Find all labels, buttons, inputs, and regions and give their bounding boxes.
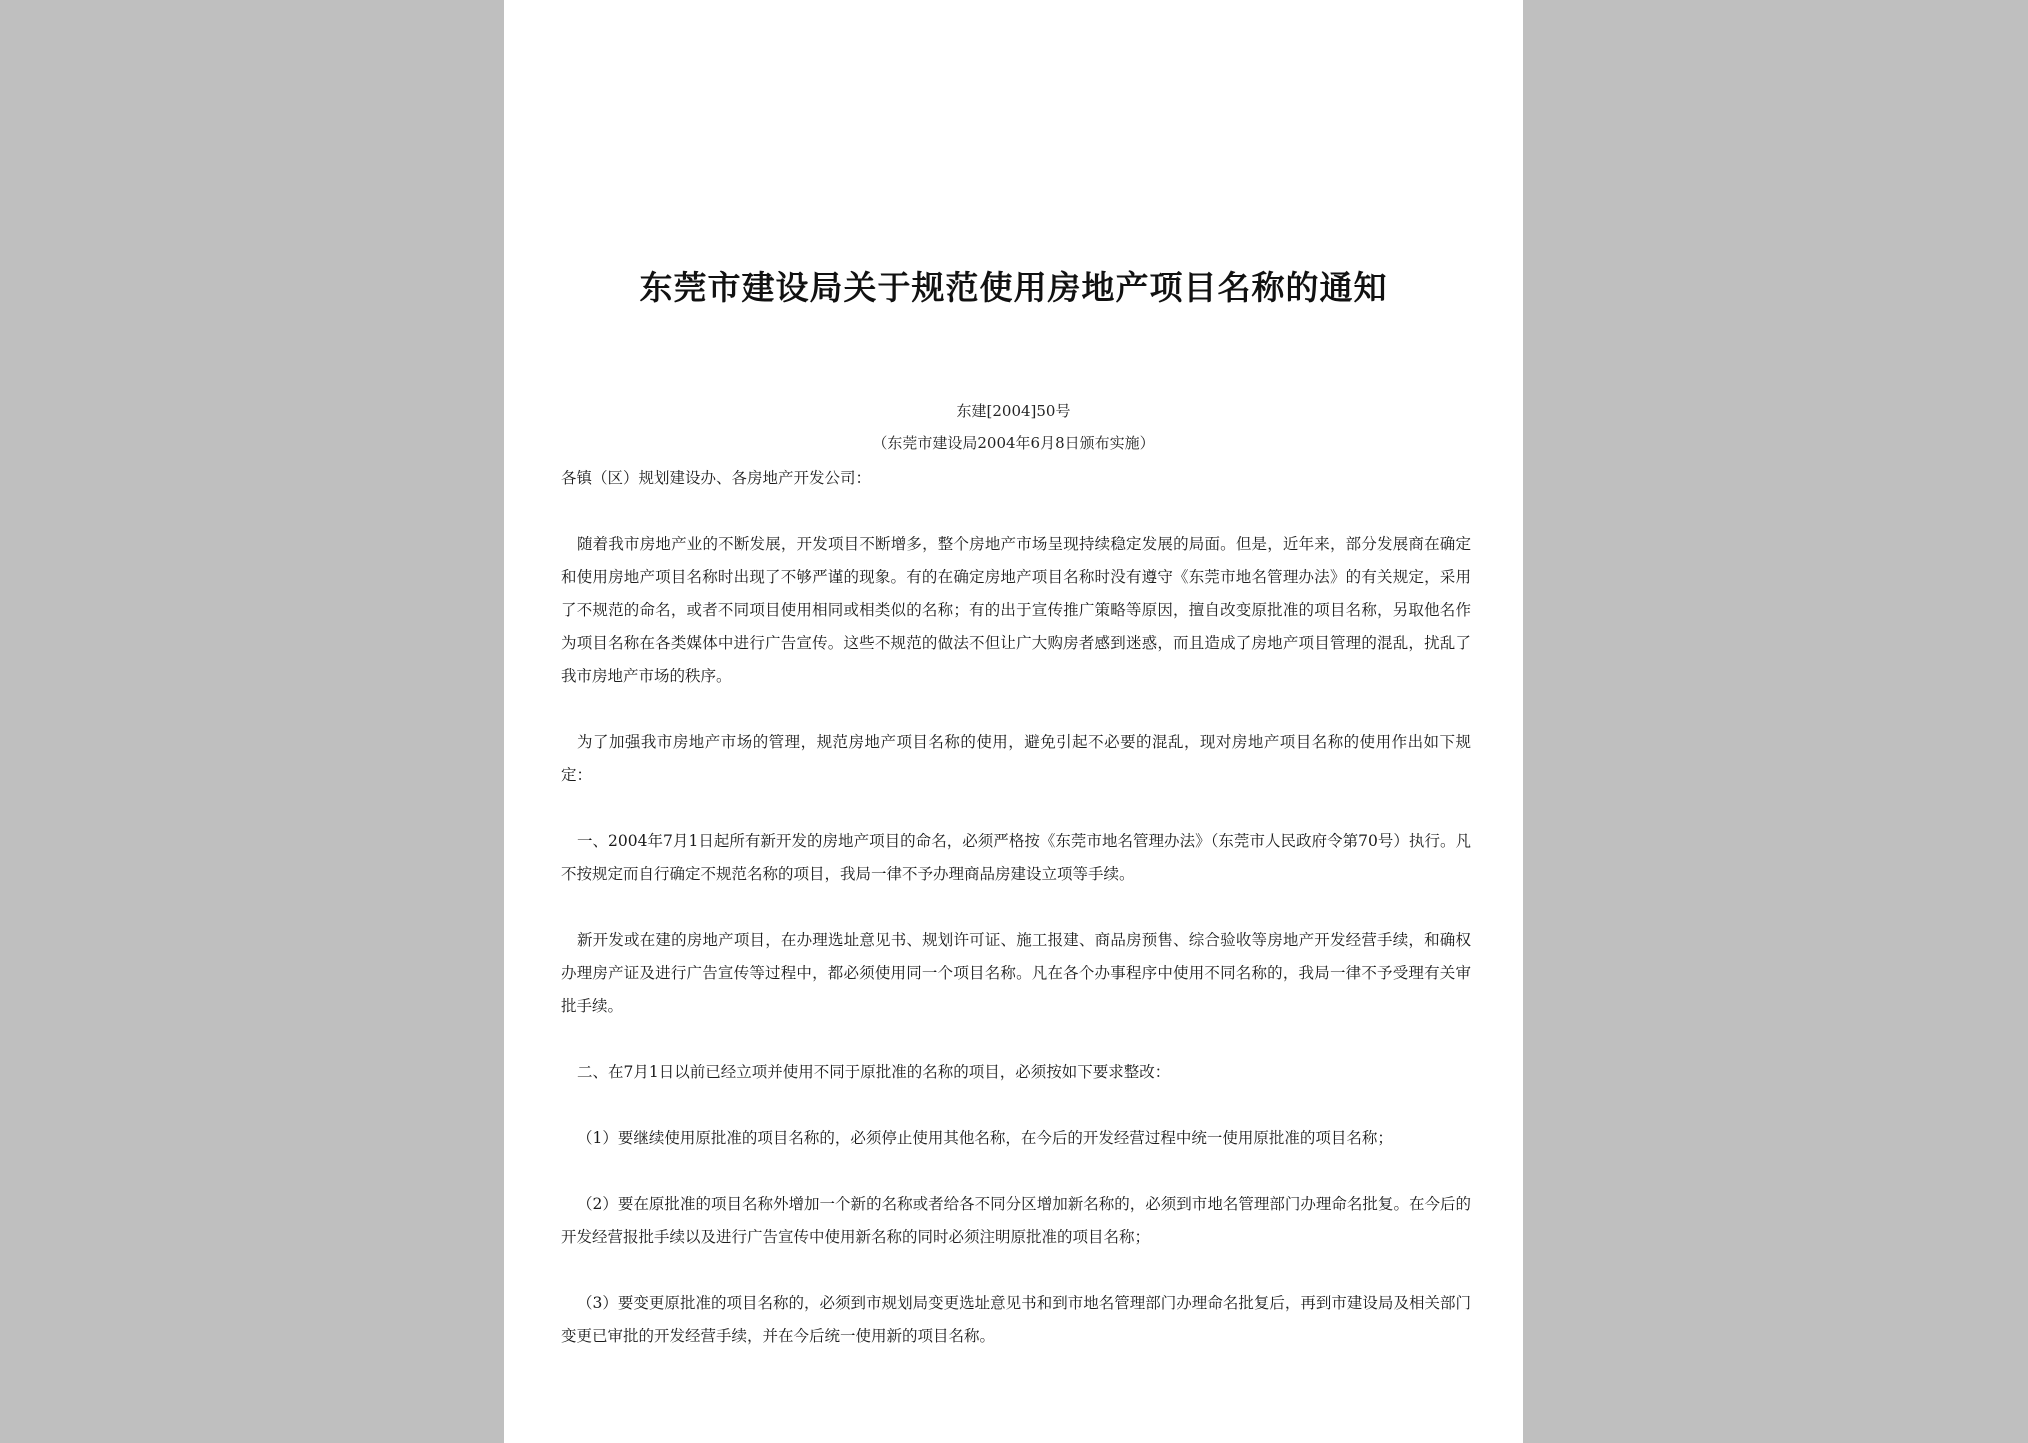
document-title: 东莞市建设局关于规范使用房地产项目名称的通知 [639, 268, 1388, 307]
paragraph: 一、2004年7月1日起所有新开发的房地产项目的命名，必须严格按《东莞市地名管理办法》（东莞市人民政府令第70号）执行。凡不按规定而自行确定不规范名称的项目，我局一律不予办理商品房建设立项等手续。 [561, 832, 1471, 883]
salutation: 各镇（区）规划建设办、各房地产开发公司： [561, 469, 872, 487]
paragraph: 二、在7月1日以前已经立项并使用不同于原批准的名称的项目，必须按如下要求整改： [577, 1063, 1171, 1081]
document-page [504, 0, 1523, 1443]
paragraph: 为了加强我市房地产市场的管理，规范房地产项目名称的使用，避免引起不必要的混乱，现对房地产项目名称的使用作出如下规定： [561, 733, 1471, 784]
issued-date-line: （东莞市建设局2004年6月8日颁布实施） [872, 434, 1155, 452]
document-number: 东建[2004]50号 [956, 402, 1071, 420]
paragraph: （1）要继续使用原批准的项目名称的，必须停止使用其他名称，在今后的开发经营过程中统一使用原批准的项目名称； [577, 1129, 1393, 1147]
paragraph: （3）要变更原批准的项目名称的，必须到市规划局变更选址意见书和到市地名管理部门办理命名批复后，再到市建设局及相关部门变更已审批的开发经营手续，并在今后统一使用新的项目名称。 [561, 1294, 1471, 1345]
document-body [561, 462, 1471, 1353]
paragraph: 新开发或在建的房地产项目，在办理选址意见书、规划许可证、施工报建、商品房预售、综合验收等房地产开发经营手续，和确权办理房产证及进行广告宣传等过程中，都必须使用同一个项目名称。凡在各个办事程序中使用不同名称的，我局一律不予受理有关审批手续。 [561, 931, 1471, 1015]
paragraph: 随着我市房地产业的不断发展，开发项目不断增多，整个房地产市场呈现持续稳定发展的局面。但是，近年来，部分发展商在确定和使用房地产项目名称时出现了不够严谨的现象。有的在确定房地产项目名称时没有遵守《东莞市地名管理办法》的有关规定，采用了不规范的命名，或者不同项目使用相同或相类似的名称；有的出于宣传推广策略等原因，擅自改变原批准的项目名称，另取他名作为项目名称在各类媒体中进行广告宣传。这些不规范的做法不但让广大购房者感到迷惑，而且造成了房地产项目管理的混乱，扰乱了我市房地产市场的秩序。 [561, 535, 1471, 685]
paragraph: （2）要在原批准的项目名称外增加一个新的名称或者给各不同分区增加新名称的，必须到市地名管理部门办理命名批复。在今后的开发经营报批手续以及进行广告宣传中使用新名称的同时必须注明原批准的项目名称； [561, 1195, 1471, 1246]
